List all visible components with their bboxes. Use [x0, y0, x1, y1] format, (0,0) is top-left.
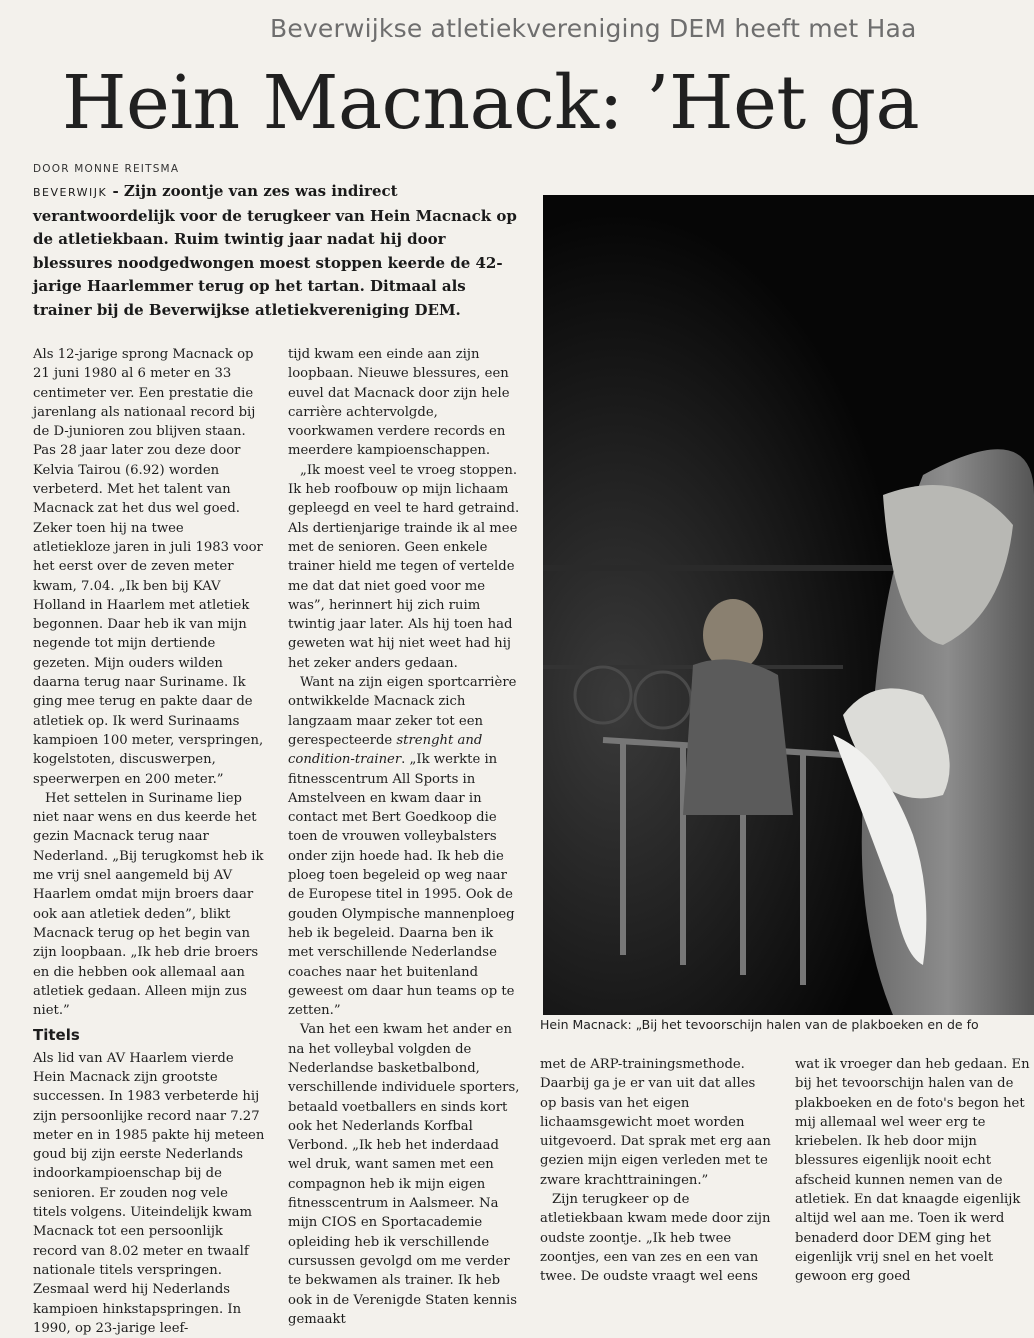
paragraph: Zijn terugkeer op de atletiekbaan kwam mede door zijn oudste zoontje. „Ik heb twee zoontjes, een van zes en een van twee. De oudste vraagt wel eens: [540, 1192, 771, 1285]
article-column-1: [33, 345, 265, 1338]
text-run: . „Ik werkte in fitnesscentrum All Sports in Amstelveen en kwam daar in contact met Bert Goedkoop die toen de vrouwen volleybalsters onder zijn hoede had. Ik heb die ploeg toen begeleid op weg naar de Europese titel in 1995. Ook de gouden Olympische mannenploeg heb ik begeleid. Daarna ben ik met verschillende Nederlandse coaches naar het buitenland geweest om daar hun teams op te zetten.”: [288, 752, 515, 1019]
headline: Hein Macnack: ’Het ga: [62, 60, 920, 146]
italic-term: strenght and condition-trainer: [288, 732, 483, 768]
paragraph: tijd kwam een einde aan zijn loopbaan. Nieuwe blessures, een euvel dat Macnack door zijn hele carrière achtervolgde, voorkwamen verdere records en meerdere kampioenschappen.: [288, 347, 510, 459]
paragraph: Als 12-jarige sprong Macnack op 21 juni 1980 al 6 meter en 33 centimeter ver. Een prestatie die jarenlang als nationaal record bij de D-junioren zou blijven staan. Pas 28 jaar later zou deze door Kelvia Tairou (6.92) worden verbeterd. Met het talent van Macnack zat het dus wel goed. Zeker toen hij na twee atletiekloze jaren in juli 1983 voor het eerst over de zeven meter kwam, 7.04. „Ik ben bij KAV Holland in Haarlem met atletiek begonnen. Daar heb ik van mijn negende tot mijn dertiende gezeten. Mijn ouders wilden daarna terug naar Suriname. Ik ging mee terug en pakte daar de atletiek op. Ik werd Surinaams kampioen 100 meter, verspringen, kogelstoten, discuswerpen, speerwerpen en 200 meter.”: [33, 347, 264, 787]
kicker-headline: Beverwijkse atletiekvereniging DEM heeft met Haa: [270, 14, 917, 43]
paragraph: Als lid van AV Haarlem vierde Hein Macnack zijn grootste successen. In 1983 verbeterde hij zijn persoonlijke record naar 7.27 meter en in 1985 pakte hij meteen goud bij zijn eerste Nederlands indoorkampioenschap bij de senioren. Er zouden nog vele titels volgens. Uiteindelijk kwam Macnack tot een persoonlijk record van 8.02 meter en twaalf nationale titels verspringen. Zesmaal werd hij Nederlands kampioen hinkstapspringen. In 1990, op 23-jarige leef-: [33, 1050, 265, 1336]
paragraph: [288, 673, 520, 1020]
text-run: Want na zijn eigen sportcarrière ontwikkelde Macnack zich langzaam maar zeker tot een gerespecteerde: [288, 675, 517, 748]
paragraph: Van het een kwam het ander en na het volleybal volgden de Nederlandse basketbalbond, verschillende individuele sporters, betaald voetballers en sinds kort ook het Nederlands Korfbal Verbond. „Ik heb het inderdaad wel druk, want samen met een compagnon heb ik mijn eigen fitnesscentrum in Aalsmeer. Na mijn CIOS en Sportacademie opleiding heb ik verschillende cursussen gevolgd om me verder te bekwamen als trainer. Ik heb ook in de Verenigde Staten kennis gemaakt: [288, 1022, 520, 1327]
paragraph: „Ik moest veel te vroeg stoppen. Ik heb roofbouw op mijn lichaam gepleegd en veel te hard getraind. Als dertienjarige trainde ik al mee met de senioren. Geen enkele trainer hield me tegen of vertelde me dat dat niet goed voor me was”, herinnert hij zich ruim twintig jaar later. Als hij toen had geweten wat hij niet weet had hij het zeker anders gedaan.: [288, 462, 520, 671]
subheading-titels: Titels: [33, 1026, 80, 1045]
byline: DOOR MONNE REITSMA: [33, 163, 180, 175]
article-column-3: [540, 1055, 772, 1287]
article-column-2: [288, 345, 520, 1329]
lead-paragraph: [33, 180, 523, 322]
article-column-4: [795, 1055, 1030, 1287]
photo-caption: Hein Macnack: „Bij het tevoorschijn halen van de plakboeken en de fo: [540, 1017, 979, 1032]
paragraph: wat ik vroeger dan heb gedaan. En bij het tevoorschijn halen van de plakboeken en de foto's begon het mij allemaal wel weer erg te kriebelen. Ik heb door mijn blessures eigenlijk nooit echt afscheid kunnen nemen van de atletiek. En dat knaagde eigenlijk altijd wel aan me. Toen ik werd benaderd door DEM ging het eigenlijk vrij snel en het voelt gewoon erg goed: [795, 1057, 1030, 1285]
dateline-place: BEVERWIJK: [33, 186, 108, 199]
lead-text: - Zijn zoontje van zes was indirect verantwoordelijk voor de terugkeer van Hein Macnack op de atletiekbaan. Ruim twintig jaar nadat hij door blessures noodgedwongen moest stoppen keerde de 42-jarige Haarlemmer terug op het tartan. Ditmaal als trainer bij de Beverwijkse atletiekvereniging DEM.: [33, 182, 517, 319]
photo-hein-macnack: [543, 195, 1034, 1015]
paragraph: met de ARP-trainingsmethode. Daarbij ga je er van uit dat alles op basis van het eigen lichaamsgewicht moet worden uitgevoerd. Dat sprak met erg aan gezien mijn eigen verleden met te zware krachttrainingen.”: [540, 1057, 771, 1188]
photo-illustration: [543, 195, 1034, 1015]
paragraph: Het settelen in Suriname liep niet naar wens en dus keerde het gezin Macnack terug naar Nederland. „Bij terugkomst heb ik me vrij snel aangemeld bij AV Haarlem omdat mijn broers daar ook aan atletiek deden”, blikt Macnack terug op het begin van zijn loopbaan. „Ik heb drie broers en die hebben ook allemaal aan atletiek gedaan. Alleen mijn zus niet.”: [33, 790, 264, 1019]
